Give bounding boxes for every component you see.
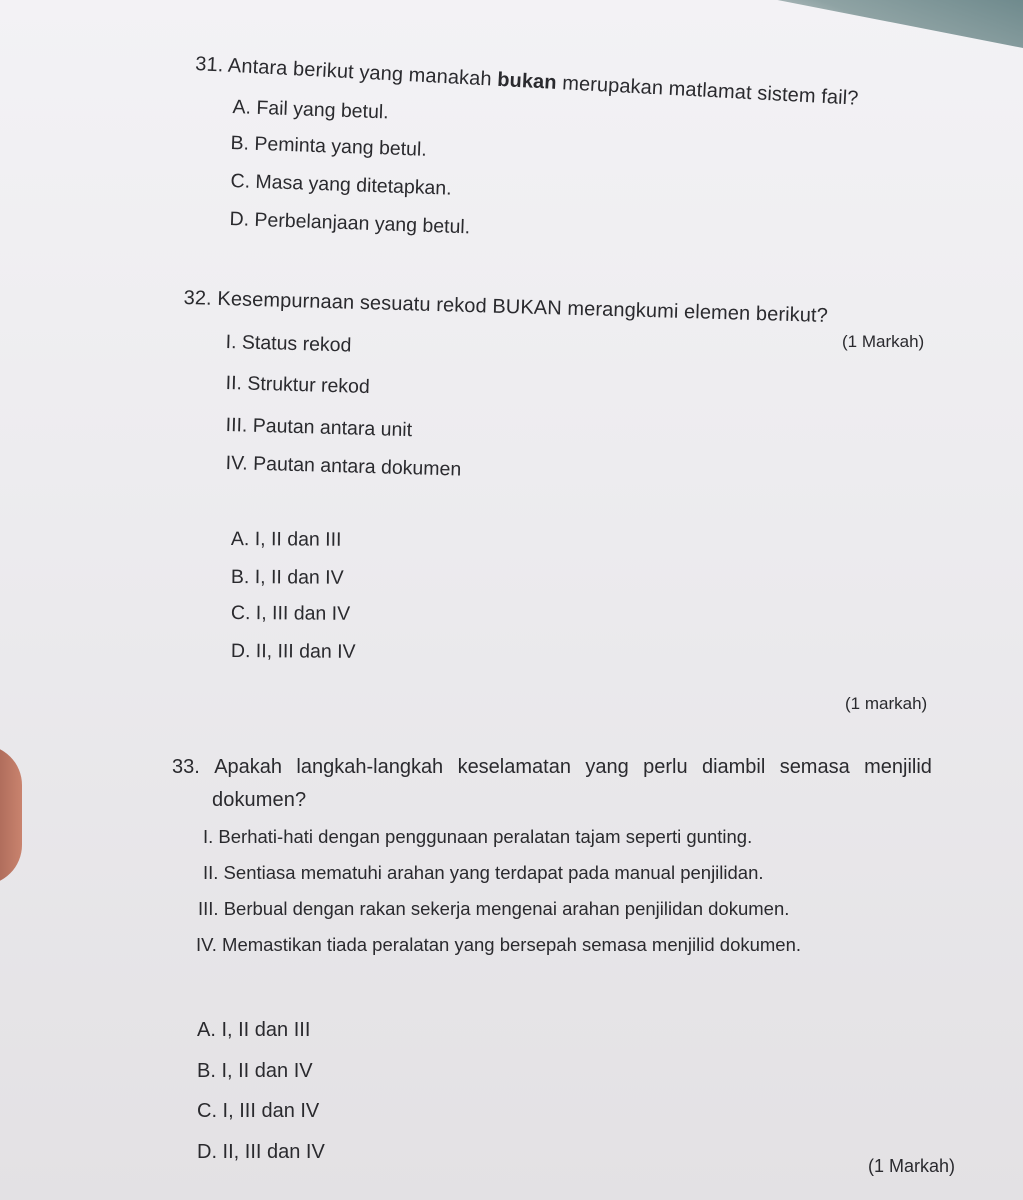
question-number: 33. <box>172 756 200 778</box>
question-33-line2: dokumen? <box>212 789 307 811</box>
q33-item-2: II. Sentiasa mematuhi arahan yang terdapat pada manual penjilidan. <box>203 862 764 883</box>
q32-option-c: C. I, III dan IV <box>230 602 351 625</box>
q32-item-1: I. Status rekod <box>225 331 352 357</box>
question-text-part2: merupakan matlamat sistem fail? <box>561 72 860 110</box>
question-word: yang <box>585 756 629 778</box>
q33-item-4: IV. Memastikan tiada peralatan yang bersepah semasa menjilid dokumen. <box>196 934 802 955</box>
q33-option-d: D. II, III dan IV <box>197 1141 325 1163</box>
q31-option-d: D. Perbelanjaan yang betul. <box>229 208 471 239</box>
question-number: 31. <box>194 52 225 77</box>
q33-item-3: III. Berbual dengan rakan sekerja mengenai arahan penjilidan dokumen. <box>198 898 790 919</box>
question-text-emphasis: bukan <box>496 68 558 94</box>
q32-item-2: II. Struktur rekod <box>225 372 371 399</box>
question-word: diambil <box>701 756 766 778</box>
q33-mark: (1 Markah) <box>868 1156 956 1176</box>
q33-item-1: I. Berhati-hati dengan penggunaan peralatan tajam seperti gunting. <box>203 826 753 847</box>
question-word: menjilid <box>864 756 932 778</box>
q33-option-b: B. I, II dan IV <box>197 1060 313 1082</box>
q31-option-a: A. Fail yang betul. <box>232 96 389 124</box>
question-word: langkah-langkah <box>296 756 444 778</box>
question-text-part1: Antara berikut yang manakah <box>227 54 493 91</box>
question-text: Kesempurnaan sesuatu rekod BUKAN merangkumi elemen berikut? <box>217 287 829 327</box>
question-number: 32. <box>183 286 213 310</box>
question-word: Apakah <box>214 756 283 778</box>
q32-item-4: IV. Pautan antara dokumen <box>225 452 462 481</box>
q33-option-c: C. I, III dan IV <box>197 1100 320 1122</box>
q32-mark-after: (1 markah) <box>845 694 928 713</box>
q32-option-b: B. I, II dan IV <box>230 566 344 589</box>
q32-option-a: A. I, II dan III <box>230 528 342 551</box>
q31-option-c: C. Masa yang ditetapkan. <box>230 170 453 200</box>
q32-mark: (1 Markah) <box>842 332 925 351</box>
q31-option-b: B. Peminta yang betul. <box>230 132 428 161</box>
q33-option-a: A. I, II dan III <box>197 1019 311 1041</box>
q32-option-d: D. II, III dan IV <box>230 640 356 663</box>
question-33 <box>172 756 932 779</box>
question-word: semasa <box>779 756 850 778</box>
q32-item-3: III. Pautan antara unit <box>225 414 413 442</box>
question-word: perlu <box>643 756 688 778</box>
question-word: keselamatan <box>457 756 571 778</box>
